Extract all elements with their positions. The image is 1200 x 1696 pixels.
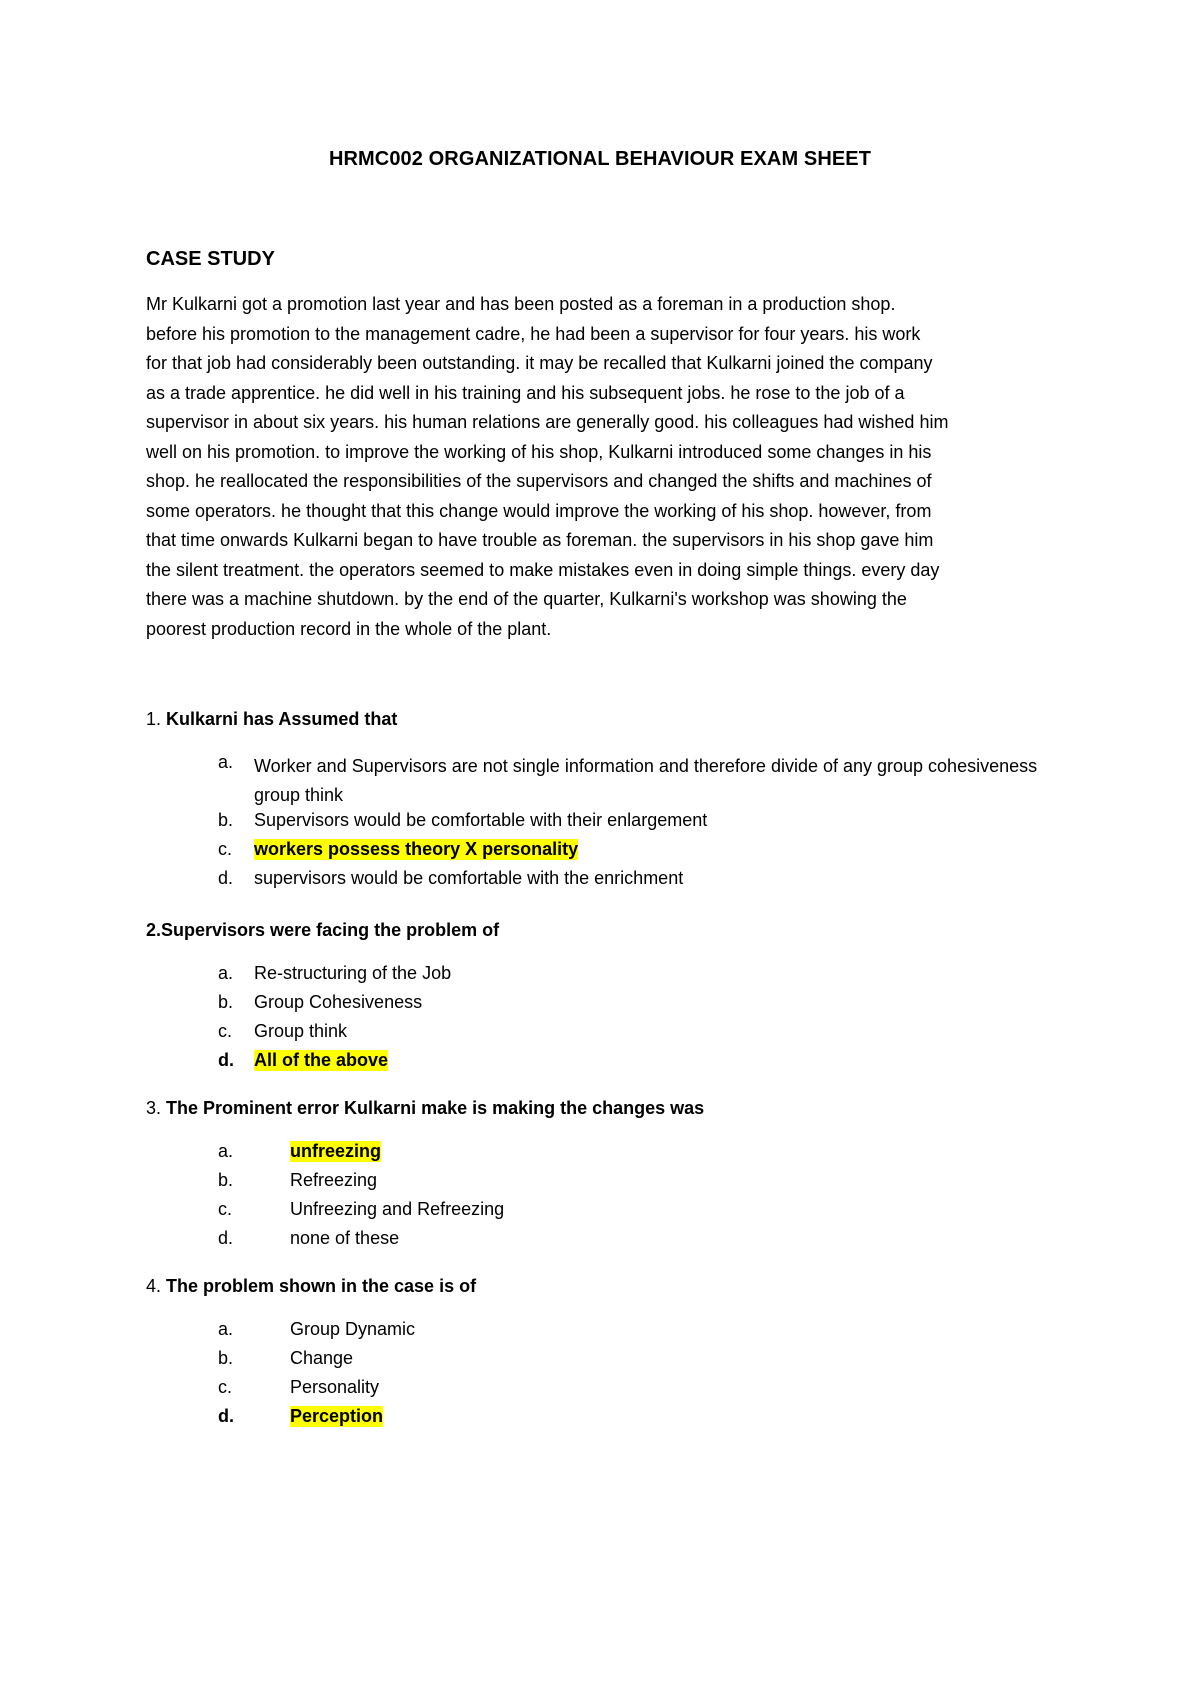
option-4b: [0, 1348, 1200, 1377]
option-2a: [0, 963, 1200, 992]
highlighted-answer: workers possess theory X personality: [254, 839, 579, 859]
highlighted-answer: All of the above: [254, 1050, 389, 1070]
case-line: that time onwards Kulkarni began to have trouble as foreman. the supervisors in his shop gave him: [146, 530, 934, 550]
option-text: Personality: [290, 1377, 380, 1397]
question-number: 1.: [146, 709, 167, 729]
option-text: Change: [290, 1348, 354, 1368]
option-2c: [0, 1021, 1200, 1050]
case-study-heading: CASE STUDY: [146, 248, 275, 270]
option-letter: d.: [218, 868, 234, 888]
option-text: Unfreezing and Refreezing: [290, 1199, 505, 1219]
question-text: Kulkarni has Assumed that: [166, 709, 398, 729]
question-number: 3.: [146, 1098, 167, 1118]
option-text: none of these: [290, 1228, 400, 1248]
option-letter: c.: [218, 1377, 233, 1397]
question-3: [146, 1098, 704, 1119]
question-number: 2.: [146, 920, 162, 940]
option-letter: a.: [218, 752, 234, 772]
question-2: [146, 920, 499, 941]
highlighted-answer: Perception: [290, 1406, 384, 1426]
case-line: there was a machine shutdown. by the end of the quarter, Kulkarni's workshop was showing the: [146, 589, 907, 609]
option-letter: a.: [218, 1141, 234, 1161]
option-2b: [0, 992, 1200, 1021]
option-letter: c.: [218, 1021, 233, 1041]
option-1c-answer: [0, 839, 1200, 868]
case-line: the silent treatment. the operators seemed to make mistakes even in doing simple things. every day: [146, 559, 940, 580]
option-4a: [0, 1319, 1200, 1348]
option-letter: d.: [218, 1228, 234, 1248]
highlighted-answer: unfreezing: [290, 1141, 382, 1161]
case-line: Mr Kulkarni got a promotion last year and has been posted as a foreman in a production shop.: [146, 294, 896, 314]
case-line: shop. he reallocated the responsibilities of the supervisors and changed the shifts and machines of: [146, 471, 932, 491]
question-text: The Prominent error Kulkarni make is making the changes was: [166, 1098, 705, 1118]
case-line: some operators. he thought that this change would improve the working of his shop. however, from: [146, 500, 932, 521]
question-number: 4.: [146, 1276, 167, 1296]
case-line: poorest production record in the whole of the plant.: [146, 618, 552, 639]
option-text: Group think: [254, 1021, 348, 1041]
case-line: for that job had considerably been outstanding. it may be recalled that Kulkarni joined the company: [146, 353, 933, 373]
option-1d: [0, 868, 1200, 897]
option-letter: b.: [218, 992, 234, 1012]
option-4d-answer: [0, 1406, 1200, 1435]
option-letter: c.: [218, 1199, 233, 1219]
option-2d-answer: [0, 1050, 1200, 1079]
option-4c: [0, 1377, 1200, 1406]
option-3a-answer: [0, 1141, 1200, 1170]
option-text: Re-structuring of the Job: [254, 963, 452, 983]
option-text: Group Cohesiveness: [254, 992, 423, 1012]
question-1: [146, 709, 397, 730]
option-letter: c.: [218, 839, 233, 859]
case-line: well on his promotion. to improve the working of his shop, Kulkarni introduced some changes in his: [146, 441, 932, 462]
question-text: Supervisors were facing the problem of: [161, 920, 500, 940]
case-line: as a trade apprentice. he did well in his training and his subsequent jobs. he rose to the job of a: [146, 382, 905, 403]
option-3c: [0, 1199, 1200, 1228]
option-letter: a.: [218, 1319, 234, 1339]
option-letter: b.: [218, 810, 234, 830]
case-study-paragraph: [146, 290, 1066, 644]
option-3b: [0, 1170, 1200, 1199]
option-1a: [0, 752, 1200, 805]
option-letter: d.: [218, 1406, 234, 1426]
option-1b: [0, 810, 1200, 839]
option-letter: d.: [218, 1050, 234, 1070]
question-4: [146, 1276, 476, 1297]
option-text: Group Dynamic: [290, 1319, 416, 1339]
option-text: Worker and Supervisors are not single information and therefore divide of any group cohesiveness group think: [254, 756, 1038, 805]
option-letter: b.: [218, 1348, 234, 1368]
option-3d: [0, 1228, 1200, 1257]
question-text: The problem shown in the case is of: [166, 1276, 477, 1296]
option-text: supervisors would be comfortable with the enrichment: [254, 868, 684, 888]
option-letter: b.: [218, 1170, 234, 1190]
case-line: supervisor in about six years. his human relations are generally good. his colleagues had wished him: [146, 412, 949, 432]
option-text: Supervisors would be comfortable with their enlargement: [254, 810, 708, 830]
case-line: before his promotion to the management cadre, he had been a supervisor for four years. his work: [146, 323, 921, 344]
document-title: HRMC002 ORGANIZATIONAL BEHAVIOUR EXAM SHEET: [328, 148, 872, 170]
option-letter: a.: [218, 963, 234, 983]
option-text: Refreezing: [290, 1170, 378, 1190]
